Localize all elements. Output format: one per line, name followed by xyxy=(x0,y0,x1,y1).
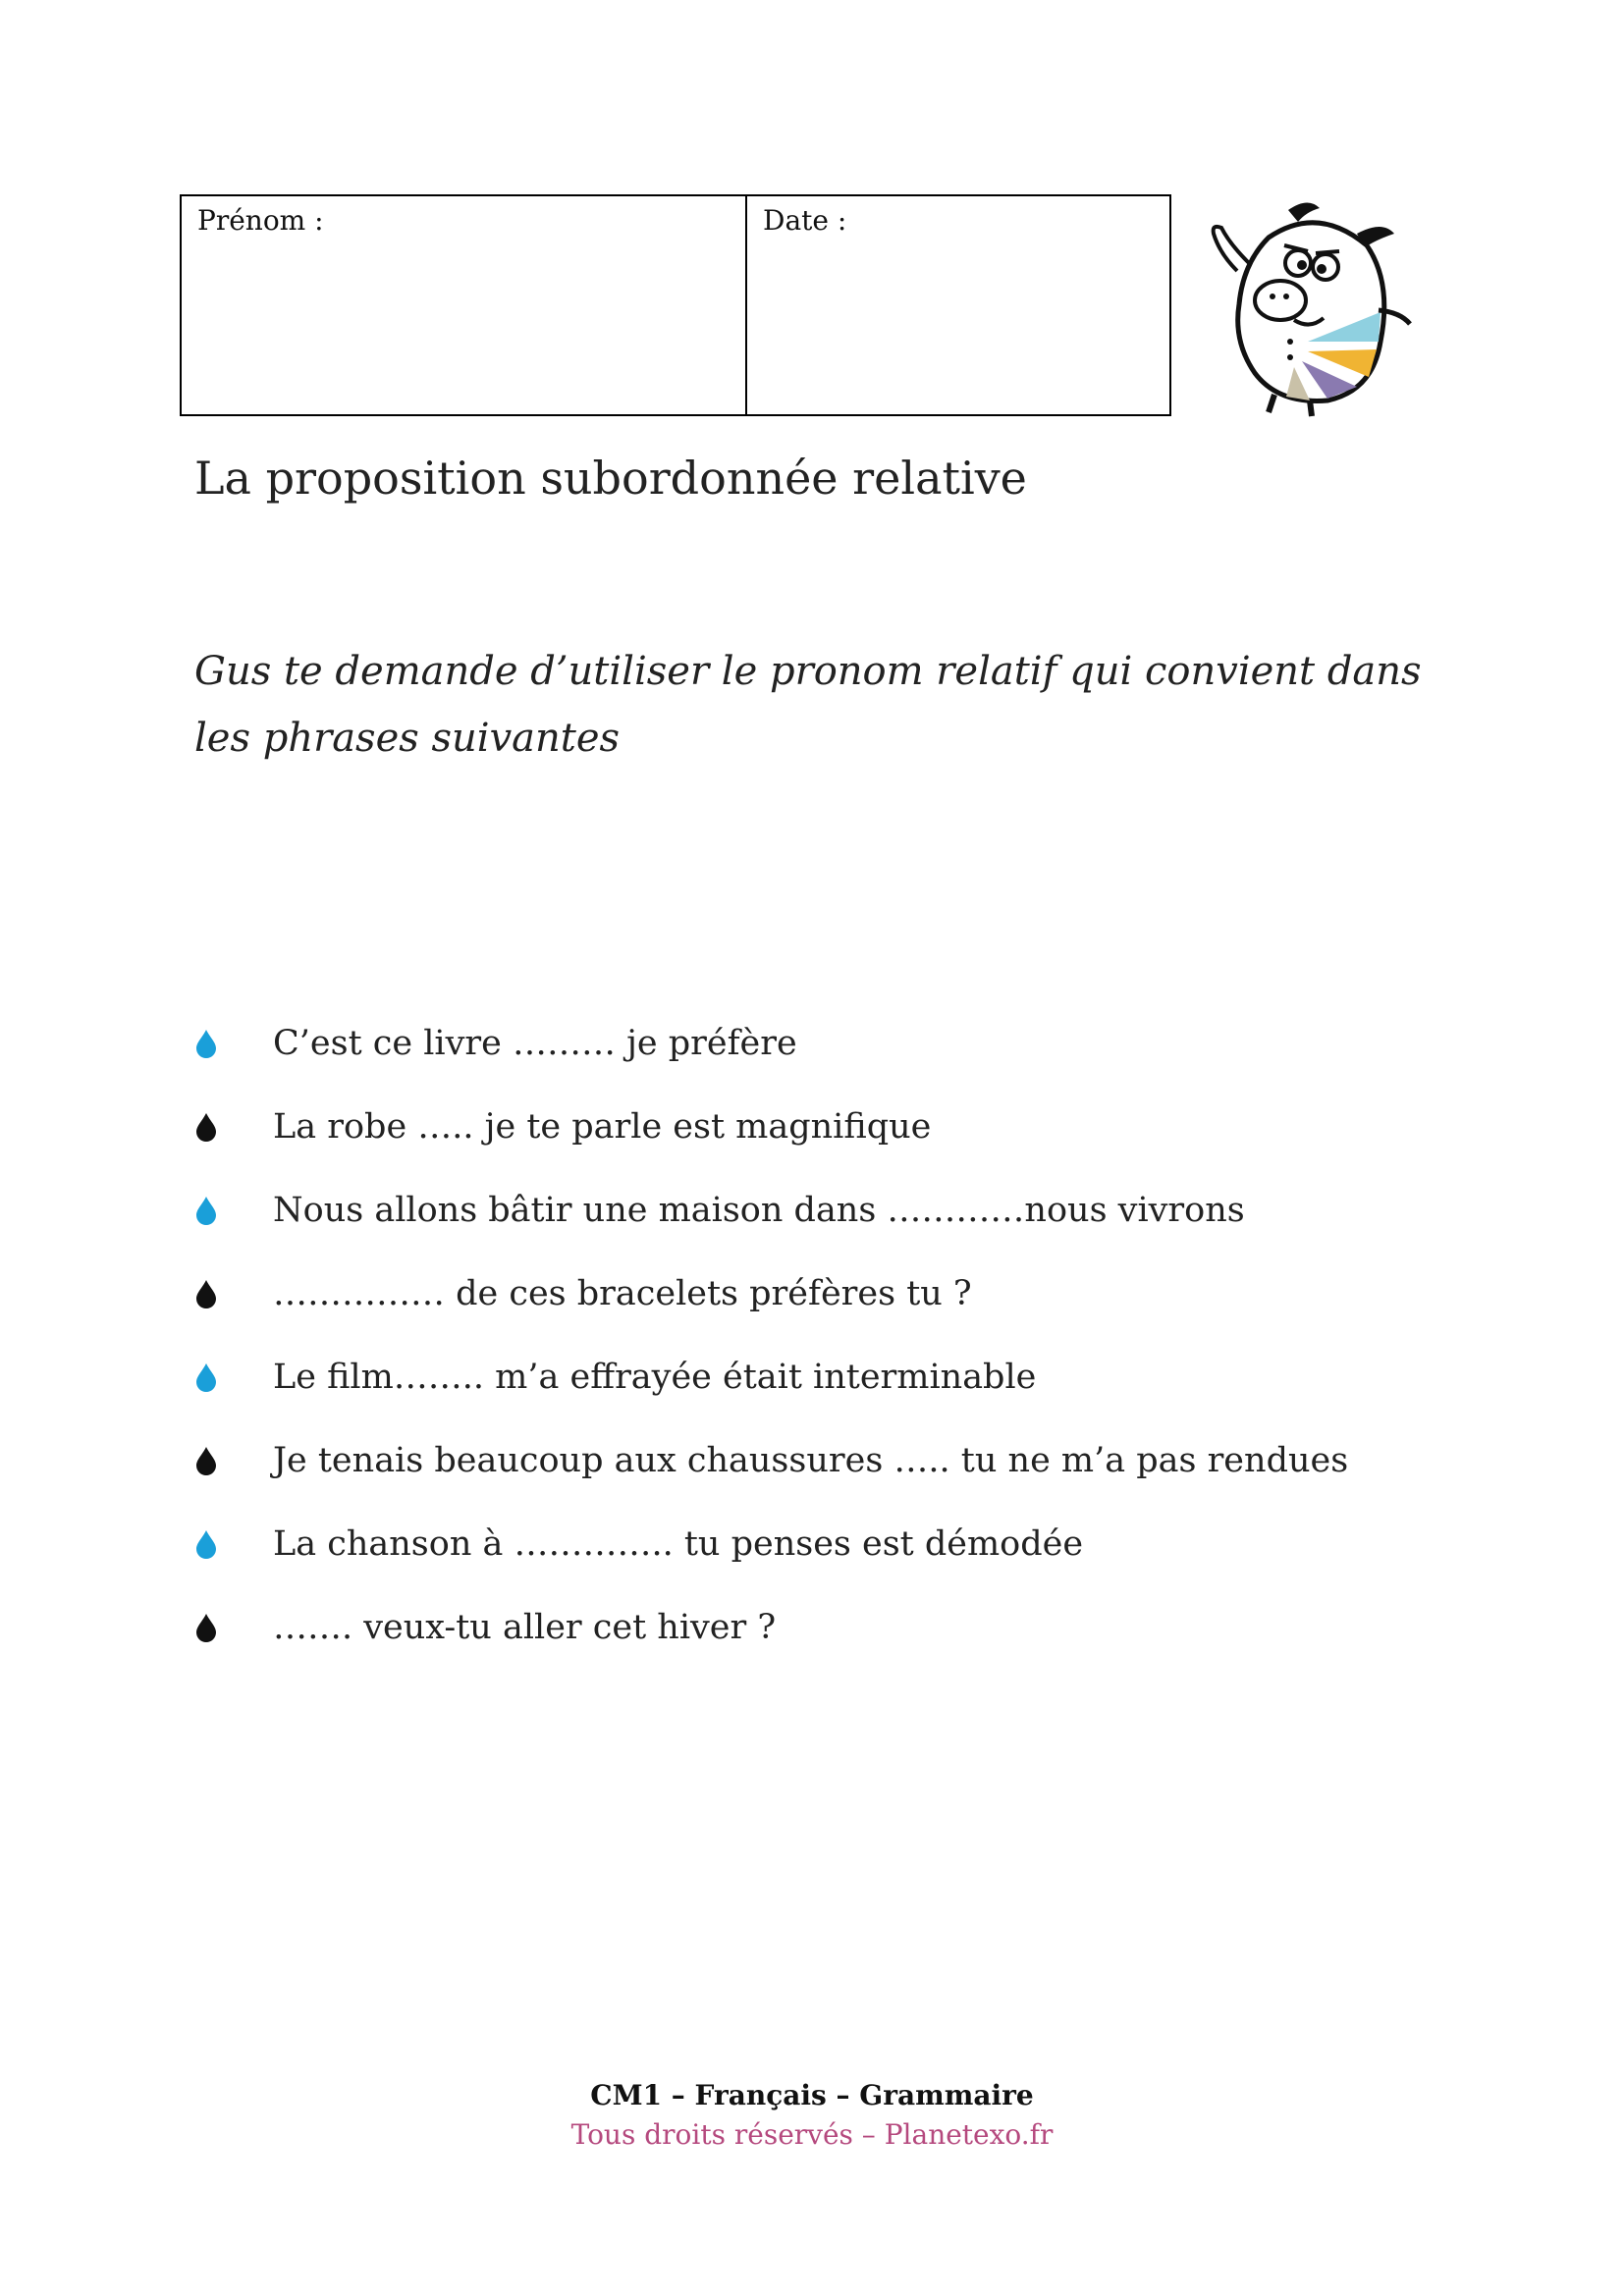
exercise-item xyxy=(194,1502,1471,1585)
exercise-text: Le film…….. m’a effrayée était interminable xyxy=(273,1357,1037,1397)
drop-bullet-icon xyxy=(194,1196,218,1225)
exercise-item xyxy=(194,1335,1471,1418)
exercise-text: Nous allons bâtir une maison dans …………nous vivrons xyxy=(273,1190,1245,1230)
name-field[interactable] xyxy=(182,196,747,414)
exercise-list xyxy=(194,1001,1471,1669)
exercise-item xyxy=(194,1252,1471,1335)
exercise-item xyxy=(194,1418,1471,1502)
drop-bullet-icon xyxy=(194,1362,218,1392)
exercise-text: C’est ce livre ……… je préfère xyxy=(273,1023,797,1063)
exercise-item xyxy=(194,1585,1471,1669)
exercise-text: La chanson à ………….. tu penses est démodée xyxy=(273,1523,1084,1564)
exercise-instruction: Gus te demande d’utiliser le pronom relatif qui convient dans les phrases suivantes xyxy=(194,649,1422,761)
exercise-text: …………… de ces bracelets préfères tu ? xyxy=(273,1273,972,1313)
exercise-item xyxy=(194,1001,1471,1085)
footer-copyright[interactable]: Tous droits réservés – Planetexo.fr xyxy=(570,2118,1054,2151)
drop-bullet-icon xyxy=(194,1446,218,1475)
exercise-item xyxy=(194,1085,1471,1168)
drop-bullet-icon xyxy=(194,1279,218,1308)
footer-subject: CM1 – Français – Grammaire xyxy=(590,2079,1034,2111)
exercise-text: ……. veux-tu aller cet hiver ? xyxy=(273,1607,777,1647)
exercise-text: La robe ….. je te parle est magnifique xyxy=(273,1106,932,1147)
exercise-text: Je tenais beaucoup aux chaussures ….. tu ne m’a pas rendues xyxy=(273,1440,1349,1480)
drop-bullet-icon xyxy=(194,1529,218,1559)
date-label: Date : xyxy=(763,204,847,237)
drop-bullet-icon xyxy=(194,1112,218,1142)
drop-bullet-icon xyxy=(194,1029,218,1058)
student-info-box xyxy=(180,194,1171,416)
drop-bullet-icon xyxy=(194,1613,218,1642)
page-title: La proposition subordonnée relative xyxy=(194,452,1027,505)
name-label: Prénom : xyxy=(197,204,324,237)
date-field[interactable] xyxy=(747,196,1169,414)
sheep-mascot-icon xyxy=(1200,194,1416,422)
exercise-item xyxy=(194,1168,1471,1252)
